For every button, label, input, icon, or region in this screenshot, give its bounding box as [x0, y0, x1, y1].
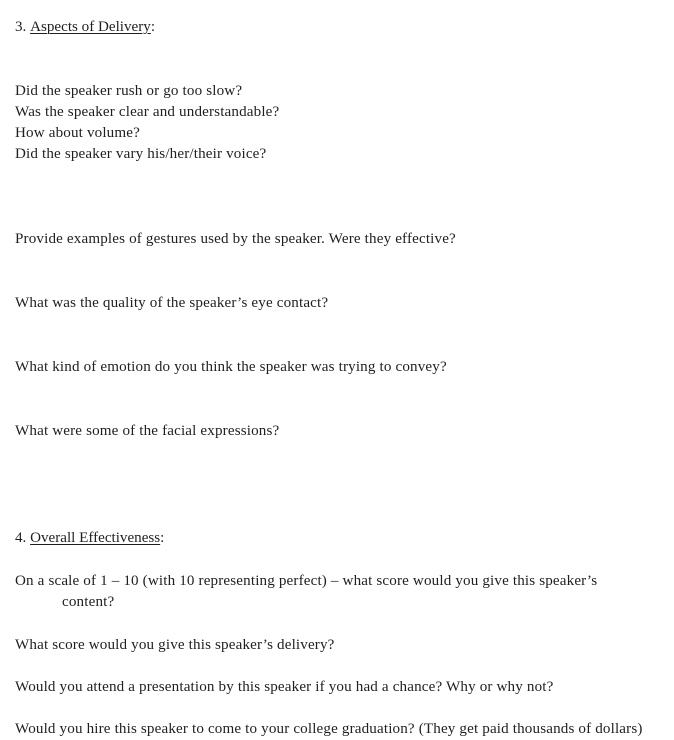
section-number-4: 4.: [15, 530, 27, 546]
spacer: [15, 378, 674, 421]
scale-question-group: [15, 571, 674, 613]
spacer: [15, 165, 674, 229]
delivery-question-3: How about volume?: [15, 125, 140, 141]
spacer: [15, 38, 674, 81]
gestures-question: Provide examples of gestures used by the speaker. Were they effective?: [15, 231, 456, 247]
attend-question: Would you attend a presentation by this speaker if you had a chance? Why or why not?: [15, 679, 554, 695]
scale-question-line-1: On a scale of 1 – 10 (with 10 representing perfect) – what score would you give this speaker’s: [15, 573, 598, 589]
spacer: [15, 656, 674, 677]
section-colon-3: :: [150, 19, 156, 35]
hire-question: Would you hire this speaker to come to your college graduation? (They get paid thousands of dollars): [15, 721, 643, 737]
spacer: [15, 613, 674, 635]
section-heading-4: [15, 528, 674, 549]
scale-question-line-2: content?: [62, 594, 115, 610]
spacer: [15, 314, 674, 357]
emotion-question: What kind of emotion do you think the speaker was trying to convey?: [15, 359, 447, 375]
delivery-question-4: Did the speaker vary his/her/their voice?: [15, 146, 267, 162]
delivery-question-2: Was the speaker clear and understandable?: [15, 104, 280, 120]
spacer: [15, 549, 674, 571]
delivery-score-question: What score would you give this speaker’s delivery?: [15, 637, 335, 653]
facial-expressions-question: What were some of the facial expressions?: [15, 423, 280, 439]
section-title-4: Overall Effectiveness: [30, 530, 161, 546]
eye-contact-question: What was the quality of the speaker’s eye contact?: [15, 295, 329, 311]
section-number-3: 3.: [15, 19, 27, 35]
spacer: [15, 442, 674, 506]
document-body: [15, 17, 674, 740]
spacer: [15, 698, 674, 719]
spacer: [15, 506, 674, 528]
section-title-3: Aspects of Delivery: [30, 19, 151, 35]
delivery-question-1: Did the speaker rush or go too slow?: [15, 83, 243, 99]
spacer: [15, 250, 674, 293]
section-colon-4: :: [160, 530, 165, 546]
section-heading-3: [15, 17, 674, 38]
delivery-questions-group: [15, 81, 674, 165]
